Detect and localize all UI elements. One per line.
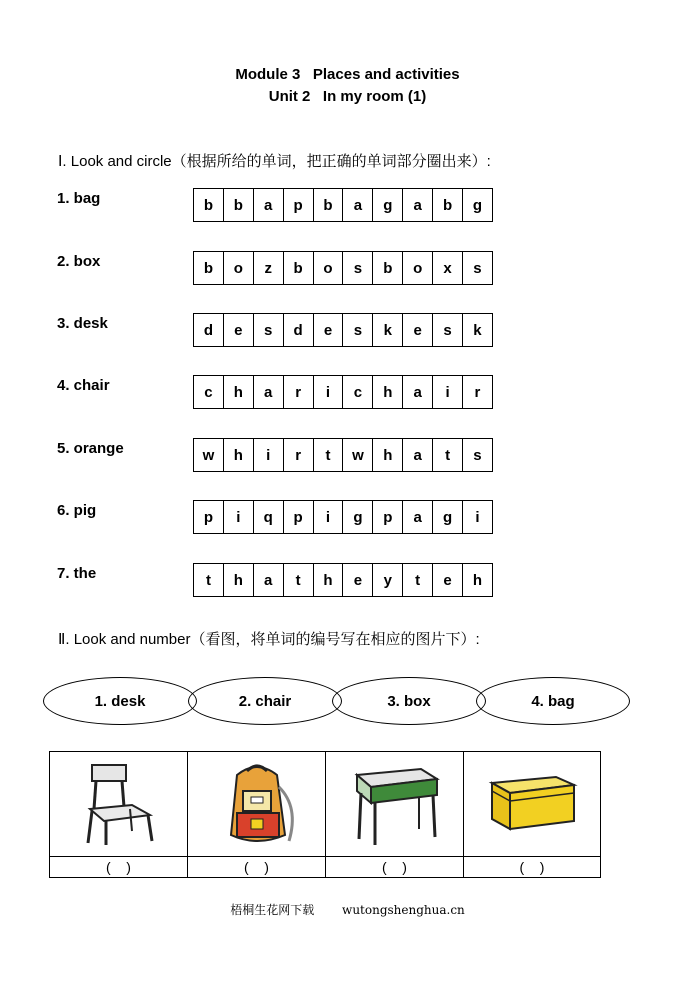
desk-picture-icon xyxy=(347,759,443,849)
letter-cell[interactable]: o xyxy=(224,252,254,284)
picture-cell-3 xyxy=(326,752,464,857)
letter-cell[interactable]: i xyxy=(254,439,284,471)
letter-cell[interactable]: s xyxy=(463,439,493,471)
footer xyxy=(0,901,695,918)
answer-blank-4[interactable]: ( ) xyxy=(519,859,545,875)
letter-cell[interactable]: a xyxy=(403,376,433,408)
unit-title: Unit 2 In my room (1) xyxy=(268,88,427,105)
letter-cell[interactable]: w xyxy=(194,439,224,471)
letter-cell[interactable]: h xyxy=(314,564,344,596)
module-title: Module 3 Places and activities xyxy=(235,66,460,83)
chair-picture-icon xyxy=(74,759,164,849)
letter-cell[interactable]: c xyxy=(194,376,224,408)
letter-cell[interactable]: b xyxy=(284,252,314,284)
letter-cell[interactable]: e xyxy=(314,314,344,346)
letter-cell[interactable]: p xyxy=(194,501,224,533)
letter-cell[interactable]: g xyxy=(433,501,463,533)
letter-cell[interactable]: x xyxy=(433,252,463,284)
picture-table xyxy=(49,751,601,878)
backpack-picture-icon xyxy=(207,757,307,851)
letter-cell[interactable]: g xyxy=(463,189,493,221)
letter-cell[interactable]: r xyxy=(284,439,314,471)
letter-cell[interactable]: e xyxy=(403,314,433,346)
letter-cell[interactable]: a xyxy=(254,564,284,596)
letter-cell[interactable]: k xyxy=(373,314,403,346)
word-label-2: 2. box xyxy=(57,253,101,270)
letter-cell[interactable]: b xyxy=(224,189,254,221)
letter-cell[interactable]: c xyxy=(343,376,373,408)
letter-cell[interactable]: p xyxy=(373,501,403,533)
letter-cell[interactable]: h xyxy=(224,376,254,408)
letter-cell[interactable]: a xyxy=(403,501,433,533)
letter-cell[interactable]: a xyxy=(403,439,433,471)
option-box: 3. box xyxy=(332,677,486,725)
letter-grid-6 xyxy=(193,500,493,534)
letter-cell[interactable]: d xyxy=(194,314,224,346)
section-2-instruction: Ⅱ. Look and number（看图，将单词的编号写在相应的图片下）: xyxy=(58,631,480,648)
letter-grid-2 xyxy=(193,251,493,285)
word-label-5: 5. orange xyxy=(57,440,124,457)
letter-cell[interactable]: t xyxy=(403,564,433,596)
answer-blank-2[interactable]: ( ) xyxy=(188,857,326,877)
letter-cell[interactable]: a xyxy=(254,376,284,408)
letter-cell[interactable]: i xyxy=(224,501,254,533)
letter-cell[interactable]: e xyxy=(224,314,254,346)
letter-cell[interactable]: a xyxy=(403,189,433,221)
letter-cell[interactable]: a xyxy=(343,189,373,221)
letter-cell[interactable]: s xyxy=(343,252,373,284)
letter-cell[interactable]: b xyxy=(194,189,224,221)
letter-cell[interactable]: r xyxy=(463,376,493,408)
letter-cell[interactable]: s xyxy=(463,252,493,284)
letter-cell[interactable]: r xyxy=(284,376,314,408)
letter-cell[interactable]: s xyxy=(433,314,463,346)
answer-blank-3[interactable]: ( ) xyxy=(326,857,464,877)
letter-cell[interactable]: a xyxy=(254,189,284,221)
letter-cell[interactable]: b xyxy=(314,189,344,221)
letter-cell[interactable]: i xyxy=(433,376,463,408)
answer-blank-1[interactable]: ( ) xyxy=(50,857,188,877)
section-1-instruction: Ⅰ. Look and circle（根据所给的单词，把正确的单词部分圈出来）: xyxy=(58,153,491,170)
letter-grid-7 xyxy=(193,563,493,597)
letter-cell[interactable]: k xyxy=(463,314,493,346)
option-bag: 4. bag xyxy=(476,677,630,725)
letter-cell[interactable]: p xyxy=(284,189,314,221)
footer-site-name: 梧桐生花网下载 xyxy=(230,903,315,917)
letter-cell[interactable]: e xyxy=(343,564,373,596)
letter-cell[interactable]: y xyxy=(373,564,403,596)
letter-cell[interactable]: b xyxy=(194,252,224,284)
letter-cell[interactable]: w xyxy=(343,439,373,471)
word-label-1: 1. bag xyxy=(57,190,101,207)
letter-cell[interactable]: t xyxy=(194,564,224,596)
option-desk: 1. desk xyxy=(43,677,197,725)
letter-cell[interactable]: h xyxy=(224,439,254,471)
letter-cell[interactable]: h xyxy=(224,564,254,596)
footer-site-url: wutongshenghua.cn xyxy=(342,903,465,917)
letter-cell[interactable]: g xyxy=(343,501,373,533)
picture-cell-1 xyxy=(50,752,188,857)
letter-cell[interactable]: t xyxy=(284,564,314,596)
letter-cell[interactable]: i xyxy=(314,376,344,408)
letter-cell[interactable]: g xyxy=(373,189,403,221)
letter-cell[interactable]: h xyxy=(373,376,403,408)
picture-cell-2 xyxy=(188,752,326,857)
word-label-6: 6. pig xyxy=(57,502,97,519)
letter-cell[interactable]: t xyxy=(314,439,344,471)
letter-grid-1 xyxy=(193,188,493,222)
word-label-7: 7. the xyxy=(57,565,97,582)
letter-cell[interactable]: o xyxy=(314,252,344,284)
word-label-3: 3. desk xyxy=(57,315,108,332)
letter-cell[interactable]: d xyxy=(284,314,314,346)
letter-cell[interactable]: h xyxy=(463,564,493,596)
letter-cell[interactable]: p xyxy=(284,501,314,533)
letter-cell[interactable]: b xyxy=(433,189,463,221)
letter-cell[interactable]: o xyxy=(403,252,433,284)
letter-cell[interactable]: i xyxy=(314,501,344,533)
letter-grid-3 xyxy=(193,313,493,347)
letter-cell[interactable]: i xyxy=(463,501,493,533)
letter-cell[interactable]: h xyxy=(373,439,403,471)
letter-cell[interactable]: z xyxy=(254,252,284,284)
option-chair: 2. chair xyxy=(188,677,342,725)
picture-cell-4 xyxy=(464,752,600,857)
letter-grid-5 xyxy=(193,438,493,472)
letter-grid-4 xyxy=(193,375,493,409)
letter-cell[interactable]: t xyxy=(433,439,463,471)
box-picture-icon xyxy=(484,769,580,839)
letter-cell[interactable]: s xyxy=(343,314,373,346)
letter-cell[interactable]: b xyxy=(373,252,403,284)
letter-cell[interactable]: s xyxy=(254,314,284,346)
letter-cell[interactable]: q xyxy=(254,501,284,533)
letter-cell[interactable]: e xyxy=(433,564,463,596)
word-label-4: 4. chair xyxy=(57,377,110,394)
